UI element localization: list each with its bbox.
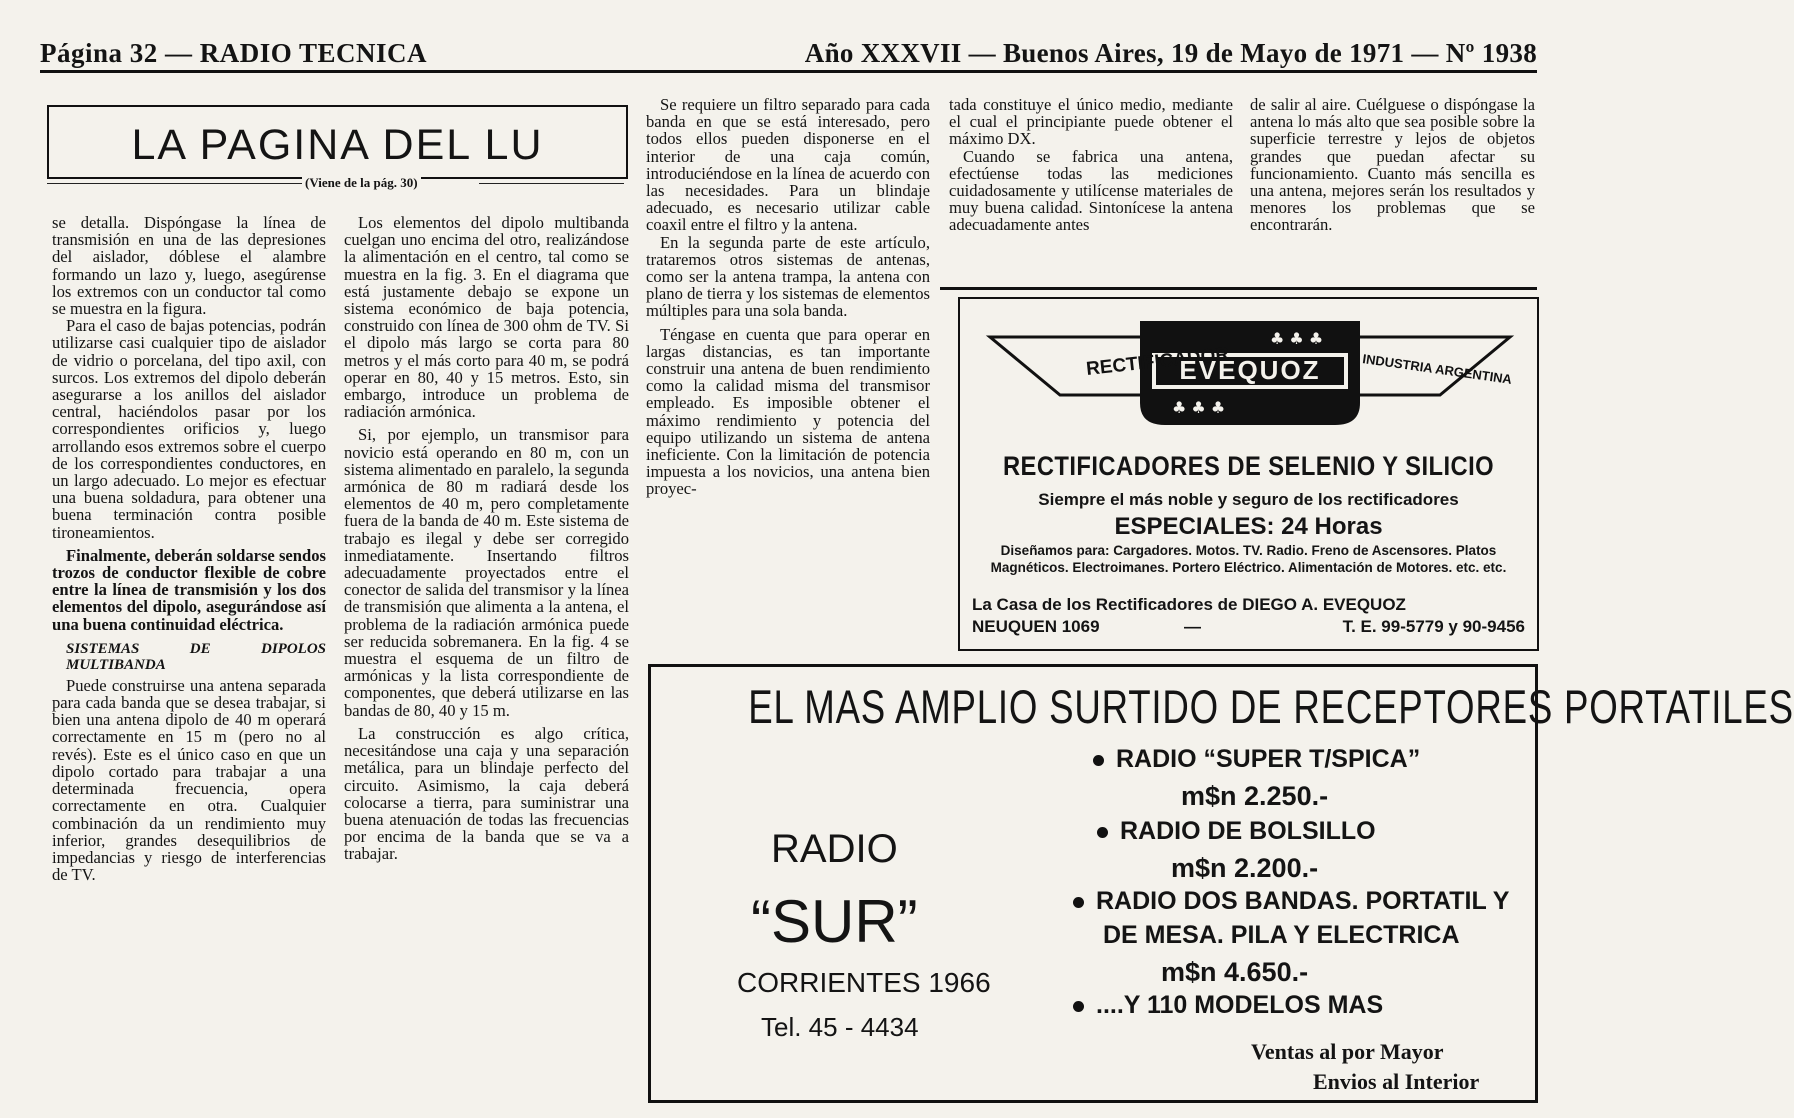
ad2-headline: EL MAS AMPLIO SURTIDO DE RECEPTORES PORTATILES bbox=[748, 680, 1794, 733]
radio-sur-ad bbox=[648, 664, 1794, 1103]
section-title: LA PAGINA DEL LU bbox=[131, 121, 544, 169]
ad2-item bbox=[1097, 817, 1376, 846]
ad2-price: m$n 2.250.- bbox=[1181, 781, 1329, 811]
col3-paragraph: Se requiere un filtro separado para cada banda en que se está interesado, pero todos ellos pueden disponerse en el interior de una caja común, introduciéndose en la línea de acuerdo con las necesidades. Para un blindaje adecuado, es necesario utilizar cable coaxil entre el filtro y la antena. bbox=[646, 95, 930, 235]
col4-paragraph: Cuando se fabrica una antena, efectúense todas las mediciones cuidadosamente y utilícense materiales de muy buena calidad. Sintonícese la antena adecuadamente antes bbox=[949, 146, 1233, 235]
col1-paragraph: Puede construirse una antena separada para cada banda que se desea trabajar, si bien una antena dipolo de 40 m operará correctamente en 15 m (pero no al revés). Este es el único caso en que un dipolo cortado para trabajar a una determinada frecuencia, opera correctamente en otra. Cualquier combinación da un rendimiento muy inferior, grandes desequilibrios de impedancias y riesgo de interferencias de TV. bbox=[52, 675, 326, 885]
col1-paragraph: Finalmente, deberán soldarse sendos trozos de conductor flexible de cobre entre la línea de transmisión y los dos elementos del dipolo, asegurándose así una buena continuidad eléctrica. bbox=[52, 545, 326, 634]
fleur-icon: ♣ ♣ ♣ bbox=[1270, 329, 1324, 348]
continued-rule-left bbox=[47, 183, 302, 184]
evequoz-ad bbox=[958, 297, 1539, 651]
continued-note bbox=[47, 174, 624, 192]
article-column-5 bbox=[1250, 96, 1535, 234]
evequoz-logo bbox=[990, 317, 1513, 432]
ad2-radio-label: RADIO bbox=[771, 827, 898, 871]
ad2-item-text-cont: DE MESA. PILA Y ELECTRICA bbox=[1103, 921, 1460, 949]
ad2-footer: Envios al Interior bbox=[1313, 1069, 1480, 1094]
ad1-heading: RECTIFICADORES DE SELENIO Y SILICIO bbox=[1002, 451, 1495, 481]
col2-paragraph: Si, por ejemplo, un transmisor para novicio está operando en 80 m, con un sistema alimentado en paralelo, la segunda armónica de 80 m radiará desde los elementos de 40 m, pero completamente fuera de la banda de 40 m. Este sistema de trabajo es ilegal y debe ser corregido inmediatamente. Insertando filtros adecuadamente proyectados entre el conector de salida del transmisor y la línea de transmisión que alimenta a la antena, el problema de la radiación armónica puede ser reducida sobremanera. En la fig. 4 se muestra el esquema de un filtro de armónicas y la lista correspondiente de componentes, que deberá utilizarse en las bandas de 80, 40 y 15 m. bbox=[344, 425, 629, 720]
col3-paragraph: En la segunda parte de este artículo, trataremos otros sistemas de antenas, como ser la antena trampa, la antena con plano de tierra y los sistemas de elementos múltiples para una sola banda. bbox=[646, 232, 930, 321]
ad2-price: m$n 4.650.- bbox=[1161, 957, 1309, 987]
ad1-street: NEUQUEN 1069 bbox=[972, 617, 1100, 636]
col1-paragraph: Para el caso de bajas potencias, podrán utilizarse casi cualquier tipo de aislador de vidrio o porcelana, del tipo axil, con surcos. Los extremos del dipolo deberán asegurarse a los anillos del aislador central, haciéndolos pasar por los correspondientes orificios y, luego arrollando esos extremos sobre el cuerpo de los correspondientes conductores, en un largo adecuado. Lo mejor es efectuar una buena soldadura, para obtener una buena terminación contra posible tironeamientos. bbox=[52, 316, 326, 542]
logo-center-text: EVEQUOZ bbox=[1179, 355, 1321, 385]
ad1-services: Diseñamos para: Cargadores. Motos. TV. Radio. Freno de Ascensores. Platos Magnéticos. Electroimanes. Portero Eléctrico. Alimentación de Motores. etc. etc. bbox=[990, 543, 1507, 575]
header-left: Página 32 — RADIO TECNICA bbox=[40, 38, 428, 68]
fleur-icon: ♣ ♣ ♣ bbox=[1172, 398, 1226, 417]
ad2-phone: Tel. 45 - 4434 bbox=[761, 1012, 919, 1042]
col1-subheading: SISTEMAS DE DIPOLOS MULTIBANDA bbox=[66, 640, 326, 673]
col1-paragraph: se detalla. Dispóngase la línea de transmisión en una de las depresiones del aislador, dóblese el alambre formando un lazo y, luego, asegúrense los extremos con un conductor tal como se muestra en la figura. bbox=[52, 213, 326, 319]
column-rule bbox=[940, 287, 1537, 290]
col3-paragraph: Téngase en cuenta que para operar en largas distancias, es tan importante construir una antena de buen rendimiento como la calidad misma del transmisor empleado. Es imposible obtener el máximo rendimiento y potencia del equipo utilizando un sistema de antena ineficiente. Con la limitación de potencia impuesta a los novicios, una antena bien proyec- bbox=[646, 324, 930, 499]
article-column-2 bbox=[344, 214, 629, 863]
continued-rule-right bbox=[479, 183, 624, 184]
ad2-item-text: RADIO DE BOLSILLO bbox=[1120, 817, 1376, 845]
ad2-item-text: ....Y 110 MODELOS MAS bbox=[1096, 991, 1384, 1019]
ad1-tagline: Siempre el más noble y seguro de los rectificadores bbox=[1038, 490, 1459, 509]
ad2-item bbox=[1073, 991, 1383, 1020]
header-right: Año XXXVII — Buenos Aires, 19 de Mayo de 1971 — Nº 1938 bbox=[804, 38, 1537, 68]
ad2-address: CORRIENTES 1966 bbox=[737, 967, 991, 998]
bullet-icon bbox=[1093, 755, 1104, 766]
logo-left-text: RECTIFICADOR bbox=[1085, 344, 1231, 380]
ad2-item-text: RADIO DOS BANDAS. PORTATIL Y bbox=[1096, 887, 1510, 915]
col5-paragraph: de salir al aire. Cuélguese o dispóngase la antena lo más alto que sea posible sobre la superficie terrestre y lejos de objetos grandes que puedan afectar su funcionamiento. Cuanto más sencilla es una antena, mejores serán los resultados y menores los problemas que se encontrarán. bbox=[1250, 95, 1535, 235]
ad2-item-text: RADIO “SUPER T/SPICA” bbox=[1116, 745, 1421, 773]
ad2-item bbox=[1073, 887, 1509, 916]
bullet-icon bbox=[1073, 897, 1084, 908]
ad1-company: La Casa de los Rectificadores de DIEGO A. EVEQUOZ bbox=[972, 595, 1406, 614]
bullet-icon bbox=[1097, 827, 1108, 838]
logo-right-text: INDUSTRIA ARGENTINA bbox=[1361, 351, 1513, 387]
col4-paragraph: tada constituye el único medio, mediante el cual el principiante puede obtener el máximo DX. bbox=[949, 95, 1233, 149]
ad1-dash: — bbox=[1184, 617, 1201, 636]
article-column-1 bbox=[52, 214, 326, 883]
ad2-sur-label: “SUR” bbox=[751, 888, 918, 955]
page-header bbox=[40, 34, 1537, 70]
ad2-footer: Ventas al por Mayor bbox=[1251, 1039, 1444, 1064]
ad2-item bbox=[1093, 745, 1420, 774]
article-column-4 bbox=[949, 96, 1233, 234]
header-rule bbox=[40, 70, 1537, 73]
col2-paragraph: La construcción es algo crítica, necesitándose una caja y una separación metálica, para un blindaje perfecto del circuito. Asimismo, la caja deberá colocarse a tierra, para suministrar una buena atenuación de todas las frecuencias por encima de la banda que se va a trabajar. bbox=[344, 723, 629, 864]
article-column-3 bbox=[646, 96, 930, 498]
ad1-especiales: ESPECIALES: 24 Horas bbox=[1114, 513, 1383, 540]
ad1-phones: T. E. 99-5779 y 90-9456 bbox=[1342, 617, 1525, 636]
continued-text: (Viene de la pág. 30) bbox=[302, 175, 421, 191]
col2-paragraph: Los elementos del dipolo multibanda cuelgan uno encima del otro, realizándose la alimentación en el centro, tal como se muestra en la fig. 3. En el diagrama que está justamente debajo se expone un sistema económico de baja potencia, construido con línea de 300 ohm de TV. Si el dipolo más largo se corta para 80 metros y el más corto para 40 m, se podrá operar en 80, 40 y 15 metros. Esto, sin embargo, introduce un problema de radiación armónica. bbox=[344, 213, 629, 422]
ad2-price: m$n 2.200.- bbox=[1171, 853, 1319, 883]
section-title-box bbox=[47, 105, 628, 179]
bullet-icon bbox=[1073, 1001, 1084, 1012]
